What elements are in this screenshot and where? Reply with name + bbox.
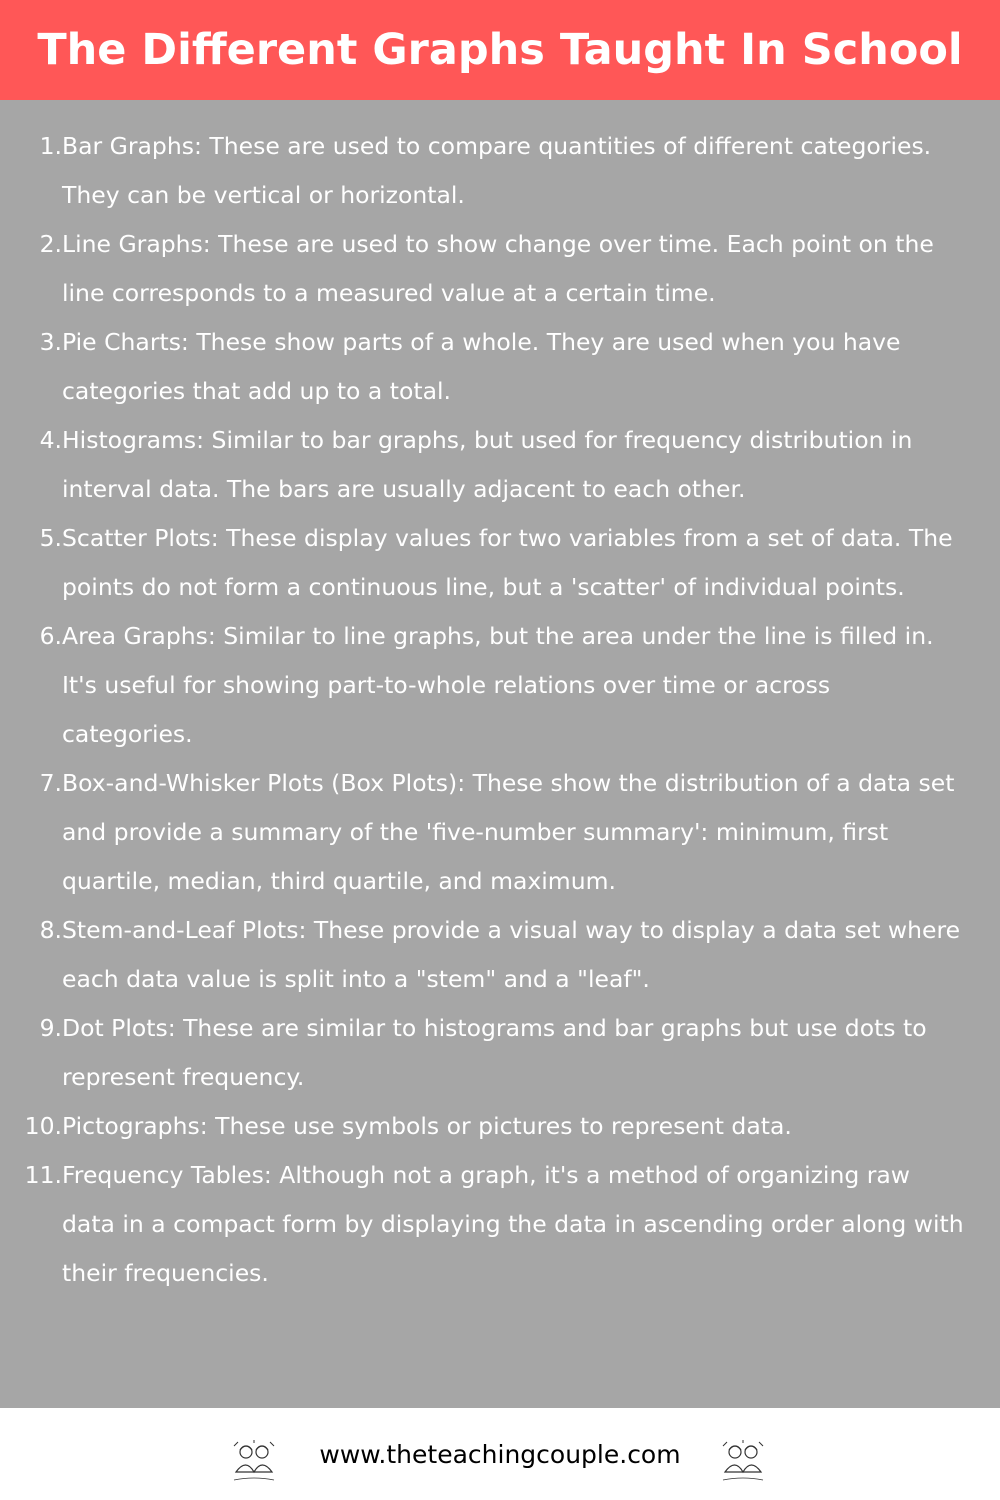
- graph-types-list: [0, 122, 967, 1298]
- list-item-text: Line Graphs: These are used to show change over time. Each point on the line corresponds to a measured value at a certain time.: [62, 230, 934, 307]
- list-item: [0, 514, 967, 612]
- content-panel: [0, 100, 1000, 1408]
- list-item-text: Stem-and-Leaf Plots: These provide a visual way to display a data set where each data value is split into a "stem" and a "leaf".: [62, 916, 961, 993]
- list-item-number: 6.: [39, 622, 62, 650]
- list-item: [0, 759, 967, 906]
- list-item-number: 5.: [39, 524, 62, 552]
- list-item: [0, 1151, 967, 1298]
- list-item-number: 10.: [24, 1112, 62, 1140]
- website-url: www.theteachingcouple.com: [319, 1440, 681, 1469]
- list-item: [0, 318, 967, 416]
- list-item-text: Pie Charts: These show parts of a whole. They are used when you have categories that add up to a total.: [62, 328, 901, 405]
- list-item-text: Area Graphs: Similar to line graphs, but the area under the line is filled in. It's useful for showing part-to-whole relations over time or across categories.: [62, 622, 934, 748]
- list-item-text: Frequency Tables: Although not a graph, it's a method of organizing raw data in a compact form by displaying the data in ascending order along with their frequencies.: [62, 1161, 964, 1287]
- list-item-text: Bar Graphs: These are used to compare quantities of different categories. They can be vertical or horizontal.: [62, 132, 932, 209]
- list-item: [0, 1004, 967, 1102]
- list-item-text: Box-and-Whisker Plots (Box Plots): These show the distribution of a data set and provide a summary of the 'five-number summary': minimum, first quartile, median, third quartile, and maximum.: [62, 769, 955, 895]
- list-item: [0, 220, 967, 318]
- list-item: [0, 612, 967, 759]
- list-item: [0, 122, 967, 220]
- list-item: [0, 906, 967, 1004]
- list-item-number: 11.: [24, 1161, 62, 1189]
- list-item-text: Scatter Plots: These display values for two variables from a set of data. The points do not form a continuous line, but a 'scatter' of individual points.: [62, 524, 953, 601]
- list-item-number: 2.: [39, 230, 62, 258]
- teaching-couple-logo-icon: [715, 1438, 771, 1488]
- list-item-text: Histograms: Similar to bar graphs, but used for frequency distribution in interval data. The bars are usually adjacent to each other.: [62, 426, 913, 503]
- list-item-number: 7.: [39, 769, 62, 797]
- list-item-number: 8.: [39, 916, 62, 944]
- list-item-number: 9.: [39, 1014, 62, 1042]
- page-title: The Different Graphs Taught In School: [37, 25, 963, 75]
- footer: [0, 1408, 1000, 1500]
- list-item-number: 4.: [39, 426, 62, 454]
- list-item-number: 3.: [39, 328, 62, 356]
- list-item: [0, 1102, 967, 1151]
- list-item-number: 1.: [39, 132, 62, 160]
- list-item: [0, 416, 967, 514]
- list-item-text: Pictographs: These use symbols or pictures to represent data.: [62, 1112, 792, 1140]
- header-banner: [0, 0, 1000, 100]
- list-item-text: Dot Plots: These are similar to histograms and bar graphs but use dots to represent frequency.: [62, 1014, 927, 1091]
